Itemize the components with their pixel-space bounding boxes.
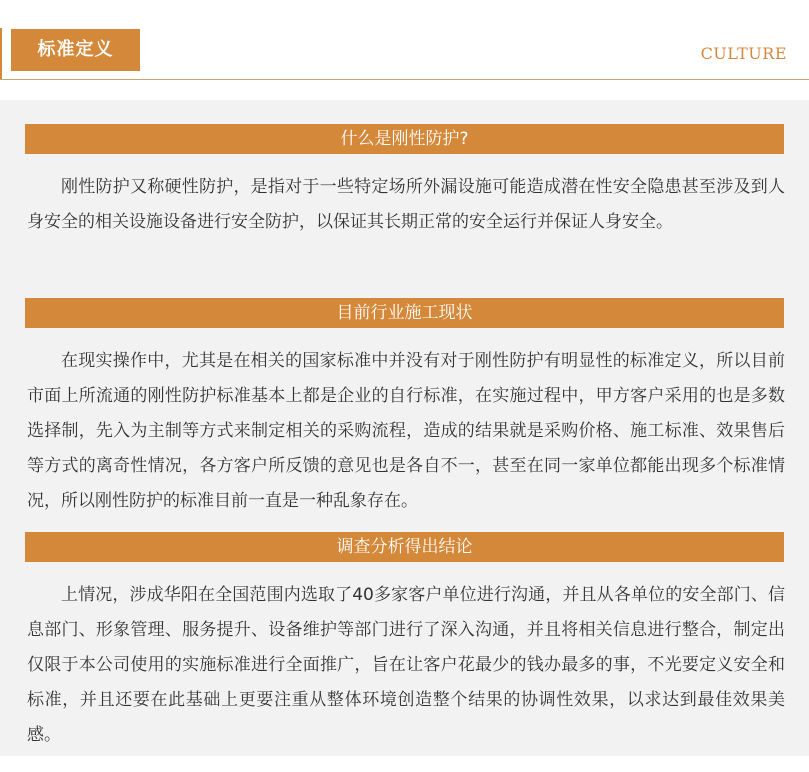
culture-tag: CULTURE xyxy=(700,44,787,63)
section-body-what-is: 刚性防护又称硬性防护，是指对于一些特定场所外漏设施可能造成潜在性安全隐患甚至涉及到人身安全的相关设施设备进行安全防护，以保证其长期正常的安全运行并保证人身安全。 xyxy=(27,177,785,232)
header-accent-line xyxy=(0,28,2,80)
section-heading-what-is: 什么是刚性防护? xyxy=(25,124,784,154)
section-heading-industry-status: 目前行业施工现状 xyxy=(25,298,784,328)
page-title: 标准定义 xyxy=(11,29,140,71)
section-body-industry-status: 在现实操作中，尤其是在相关的国家标准中并没有对于刚性防护有明显性的标准定义，所以目前市面上所流通的刚性防护标准基本上都是企业的自行标准，在实施过程中，甲方客户采用的也是多数选择制，先入为主制等方式来制定相关的采购流程，造成的结果就是采购价格、施工标准、效果售后等方式的离奇性情况，各方客户所反馈的意见也是各自不一，甚至在同一家单位都能出现多个标准情况，所以刚性防护的标准目前一直是一种乱象存在。 xyxy=(27,351,785,511)
header-divider xyxy=(0,79,809,80)
section-body-conclusion: 上情况，涉成华阳在全国范围内选取了40多家客户单位进行沟通，并且从各单位的安全部门、信息部门、形象管理、服务提升、设备维护等部门进行了深入沟通，并且将相关信息进行整合，制定出仅限于本公司使用的实施标准进行全面推广，旨在让客户花最少的钱办最多的事，不光要定义安全和标准，并且还要在此基础上更要注重从整体环境创造整个结果的协调性效果，以求达到最佳效果美感。 xyxy=(27,585,785,745)
page-header xyxy=(0,0,809,100)
section-heading-conclusion: 调查分析得出结论 xyxy=(25,532,784,562)
